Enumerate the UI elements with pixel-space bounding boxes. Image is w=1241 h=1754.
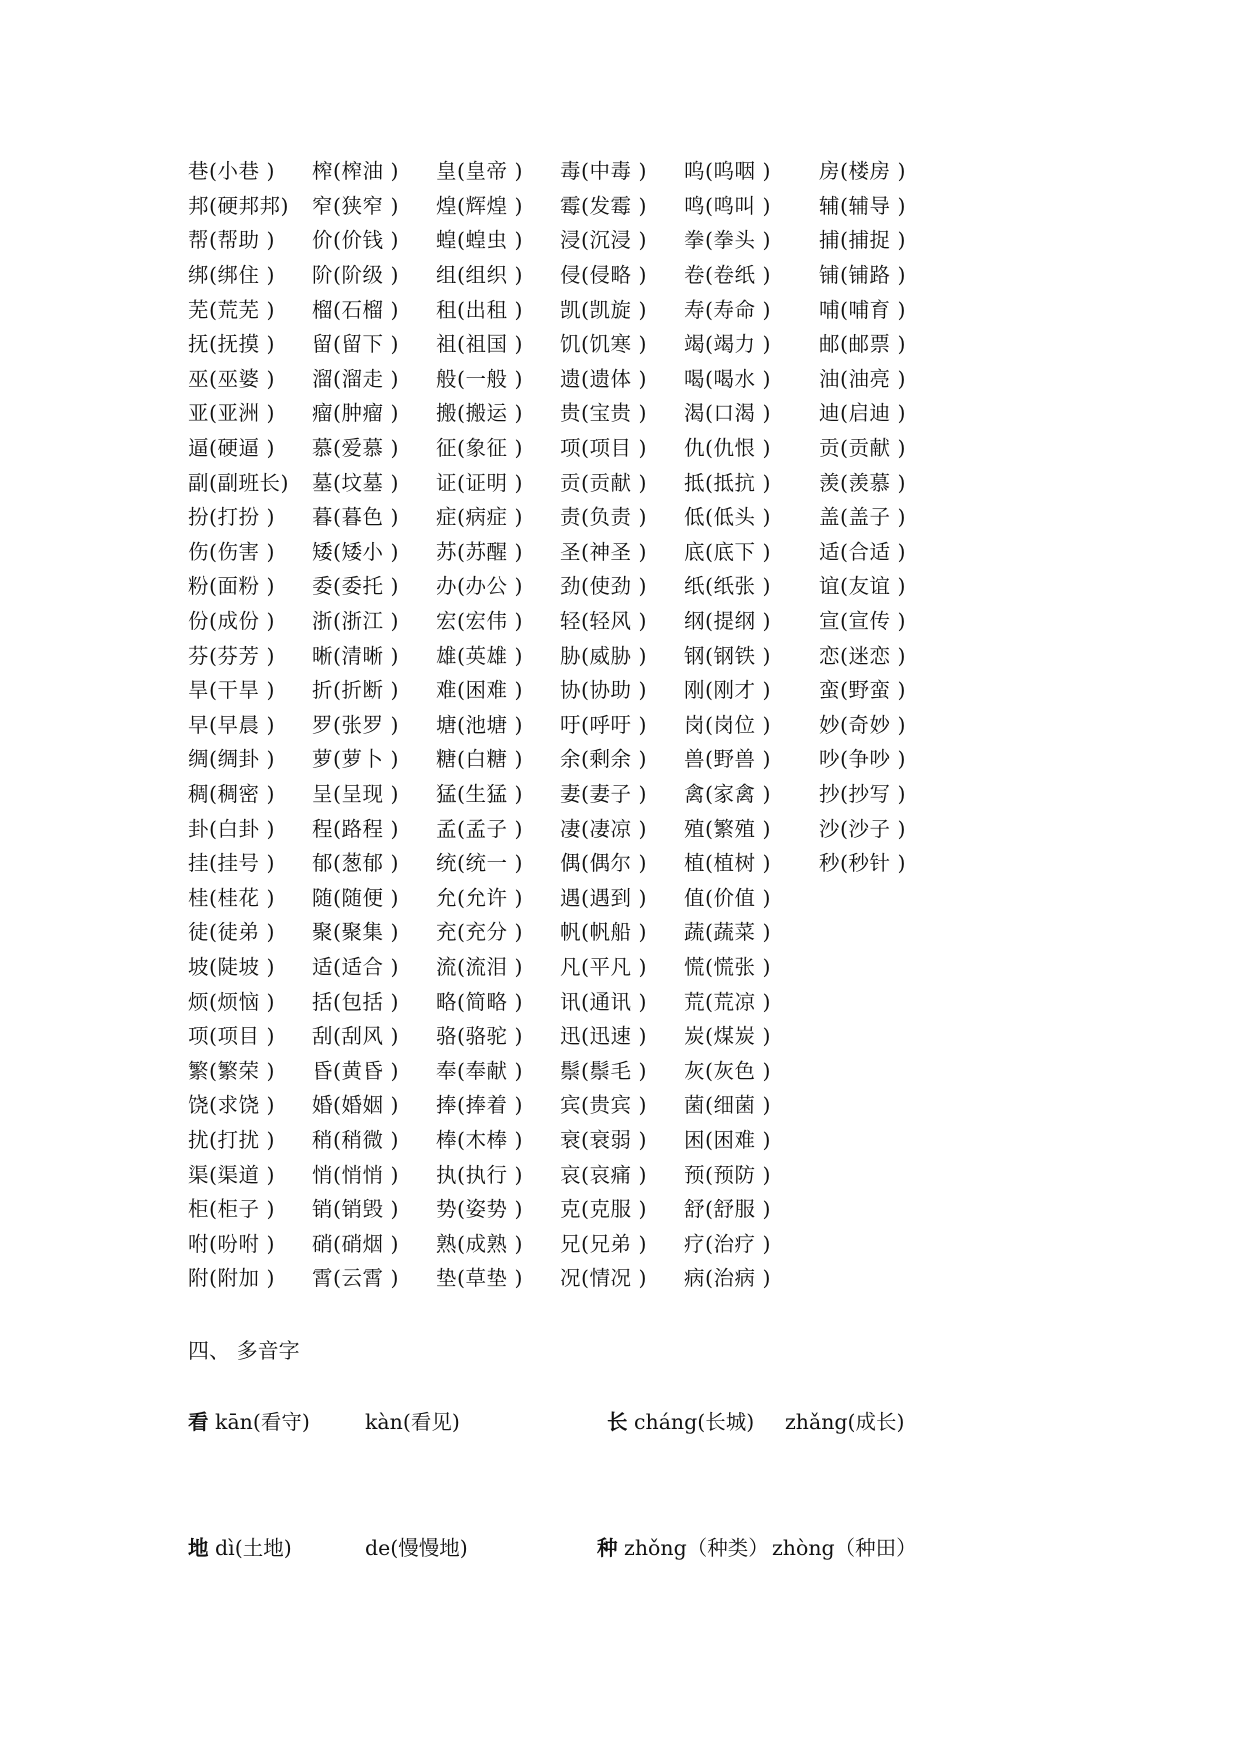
polyphone-char: 看 — [188, 1410, 209, 1434]
word-entry: 郁(葱郁 ) — [312, 851, 400, 876]
word-entry: 宾(贵宾 ) — [560, 1093, 648, 1118]
word-entry: 毒(中毒 ) — [560, 159, 648, 184]
word-row — [188, 740, 948, 775]
word-row — [188, 256, 948, 291]
word-entry: 轻(轻风 ) — [560, 609, 648, 634]
word-entry: 协(协助 ) — [560, 678, 648, 703]
word-entry: 折(折断 ) — [312, 678, 400, 703]
word-entry: 垫(草垫 ) — [436, 1266, 524, 1291]
word-entry: 哺(哺育 ) — [819, 297, 907, 322]
word-row — [188, 1017, 948, 1052]
word-entry: 喝(喝水 ) — [684, 366, 772, 391]
word-entry: 迪(启迪 ) — [819, 401, 907, 426]
word-entry: 值(价值 ) — [684, 885, 772, 910]
polyphone-kan-alt — [365, 1405, 460, 1435]
word-entry: 抚(抚摸 ) — [188, 332, 276, 357]
word-entry: 巷(小巷 ) — [188, 159, 276, 184]
word-entry: 羡(羡慕 ) — [819, 470, 907, 495]
polyphone-char: 地 — [188, 1536, 209, 1560]
word-entry: 孟(孟子 ) — [436, 816, 524, 841]
word-entry: 证(证明 ) — [436, 470, 524, 495]
word-entry: 宣(宣传 ) — [819, 609, 907, 634]
word-entry: 霄(云霄 ) — [312, 1266, 400, 1291]
word-entry: 瘤(肿瘤 ) — [312, 401, 400, 426]
word-entry: 绸(绸卦 ) — [188, 747, 276, 772]
word-entry: 劲(使劲 ) — [560, 574, 648, 599]
word-entry: 统(统一 ) — [436, 851, 524, 876]
word-entry: 贵(宝贵 ) — [560, 401, 648, 426]
word-entry: 阶(阶级 ) — [312, 263, 400, 288]
word-entry: 抵(抵抗 ) — [684, 470, 772, 495]
word-entry: 辅(辅导 ) — [819, 193, 907, 218]
word-entry: 执(执行 ) — [436, 1162, 524, 1187]
word-grid — [188, 152, 948, 1294]
word-entry: 兄(兄弟 ) — [560, 1231, 648, 1256]
word-entry: 慕(爱慕 ) — [312, 436, 400, 461]
word-entry: 余(剩余 ) — [560, 747, 648, 772]
word-entry: 罗(张罗 ) — [312, 712, 400, 737]
word-entry: 蝗(蝗虫 ) — [436, 228, 524, 253]
word-entry: 渠(渠道 ) — [188, 1162, 276, 1187]
polyphone-chang-alt — [785, 1405, 905, 1435]
word-entry: 蛮(野蛮 ) — [819, 678, 907, 703]
word-entry: 寿(寿命 ) — [684, 297, 772, 322]
word-entry: 炭(煤炭 ) — [684, 1024, 772, 1049]
word-entry: 租(出租 ) — [436, 297, 524, 322]
word-entry: 程(路程 ) — [312, 816, 400, 841]
word-entry: 柜(柜子 ) — [188, 1197, 276, 1222]
word-row — [188, 360, 948, 395]
word-entry: 雄(英雄 ) — [436, 643, 524, 668]
word-entry: 克(克服 ) — [560, 1197, 648, 1222]
word-entry: 征(象征 ) — [436, 436, 524, 461]
word-row — [188, 187, 948, 222]
word-row — [188, 394, 948, 429]
word-entry: 侵(侵略 ) — [560, 263, 648, 288]
word-entry: 讯(通讯 ) — [560, 989, 648, 1014]
word-entry: 圣(神圣 ) — [560, 539, 648, 564]
polyphone-zhong — [597, 1531, 769, 1561]
word-entry: 鸣(鸣叫 ) — [684, 193, 772, 218]
word-entry: 盖(盖子 ) — [819, 505, 907, 530]
word-entry: 禽(家禽 ) — [684, 781, 772, 806]
polyphone-reading: dì(土地) — [215, 1536, 292, 1560]
word-entry: 妙(奇妙 ) — [819, 712, 907, 737]
word-entry: 慌(慌张 ) — [684, 954, 772, 979]
word-entry: 铺(铺路 ) — [819, 263, 907, 288]
word-row — [188, 463, 948, 498]
word-row — [188, 1086, 948, 1121]
word-entry: 霉(发霉 ) — [560, 193, 648, 218]
word-entry: 恋(迷恋 ) — [819, 643, 907, 668]
word-row — [188, 809, 948, 844]
word-entry: 兽(野兽 ) — [684, 747, 772, 772]
word-entry: 熟(成熟 ) — [436, 1231, 524, 1256]
word-entry: 殖(繁殖 ) — [684, 816, 772, 841]
word-entry: 贡(贡献 ) — [819, 436, 907, 461]
word-entry: 委(委托 ) — [312, 574, 400, 599]
word-entry: 聚(聚集 ) — [312, 920, 400, 945]
word-entry: 猛(生猛 ) — [436, 781, 524, 806]
word-entry: 祖(祖国 ) — [436, 332, 524, 357]
word-row — [188, 429, 948, 464]
word-row — [188, 498, 948, 533]
word-entry: 皇(皇帝 ) — [436, 159, 524, 184]
word-row — [188, 567, 948, 602]
word-entry: 充(充分 ) — [436, 920, 524, 945]
word-entry: 饥(饥寒 ) — [560, 332, 648, 357]
word-row — [188, 1051, 948, 1086]
word-entry: 副(副班长) — [188, 470, 289, 495]
word-entry: 稍(稍微 ) — [312, 1127, 400, 1152]
polyphone-reading: zhǎng(成长) — [785, 1410, 905, 1434]
word-entry: 刮(刮风 ) — [312, 1024, 400, 1049]
word-entry: 亚(亚洲 ) — [188, 401, 276, 426]
word-entry: 浸(沉浸 ) — [560, 228, 648, 253]
word-row — [188, 706, 948, 741]
word-row — [188, 878, 948, 913]
word-entry: 沙(沙子 ) — [819, 816, 907, 841]
polyphone-kan — [188, 1405, 310, 1435]
word-row — [188, 913, 948, 948]
word-entry: 遇(遇到 ) — [560, 885, 648, 910]
word-entry: 组(组织 ) — [436, 263, 524, 288]
word-entry: 搬(搬运 ) — [436, 401, 524, 426]
word-entry: 遗(遗体 ) — [560, 366, 648, 391]
word-row — [188, 948, 948, 983]
word-entry: 渴(口渴 ) — [684, 401, 772, 426]
word-entry: 胁(威胁 ) — [560, 643, 648, 668]
word-entry: 纲(提纲 ) — [684, 609, 772, 634]
polyphone-chang — [607, 1405, 754, 1435]
word-entry: 适(合适 ) — [819, 539, 907, 564]
word-entry: 芜(荒芜 ) — [188, 297, 276, 322]
word-entry: 昏(黄昏 ) — [312, 1058, 400, 1083]
word-entry: 哀(哀痛 ) — [560, 1162, 648, 1187]
word-entry: 坡(陡坡 ) — [188, 954, 276, 979]
word-row — [188, 1259, 948, 1294]
word-entry: 烦(烦恼 ) — [188, 989, 276, 1014]
word-entry: 窄(狭窄 ) — [312, 193, 400, 218]
word-entry: 势(姿势 ) — [436, 1197, 524, 1222]
word-entry: 苏(苏醒 ) — [436, 539, 524, 564]
word-entry: 吵(争吵 ) — [819, 747, 907, 772]
word-entry: 邮(邮票 ) — [819, 332, 907, 357]
word-entry: 浙(浙江 ) — [312, 609, 400, 634]
word-entry: 捕(捕捉 ) — [819, 228, 907, 253]
word-entry: 允(允许 ) — [436, 885, 524, 910]
word-entry: 括(包括 ) — [312, 989, 400, 1014]
word-row — [188, 221, 948, 256]
word-entry: 仇(仇恨 ) — [684, 436, 772, 461]
word-entry: 煌(辉煌 ) — [436, 193, 524, 218]
word-entry: 墓(坟墓 ) — [312, 470, 400, 495]
word-entry: 迅(迅速 ) — [560, 1024, 648, 1049]
word-entry: 症(病症 ) — [436, 505, 524, 530]
word-entry: 附(附加 ) — [188, 1266, 276, 1291]
word-entry: 暮(暮色 ) — [312, 505, 400, 530]
word-entry: 扮(打扮 ) — [188, 505, 276, 530]
polyphone-reading: cháng(长城) — [634, 1410, 755, 1434]
word-entry: 巫(巫婆 ) — [188, 366, 276, 391]
word-entry: 岗(岗位 ) — [684, 712, 772, 737]
word-row — [188, 775, 948, 810]
word-entry: 芬(芬芳 ) — [188, 643, 276, 668]
word-entry: 竭(竭力 ) — [684, 332, 772, 357]
word-entry: 项(项目 ) — [188, 1024, 276, 1049]
polyphone-reading: zhòng（种田） — [772, 1536, 917, 1560]
word-entry: 萝(萝卜 ) — [312, 747, 400, 772]
word-entry: 饶(求饶 ) — [188, 1093, 276, 1118]
polyphone-di — [188, 1531, 292, 1561]
word-entry: 拳(拳头 ) — [684, 228, 772, 253]
word-entry: 价(价钱 ) — [312, 228, 400, 253]
word-entry: 绑(绑住 ) — [188, 263, 276, 288]
word-entry: 鬃(鬃毛 ) — [560, 1058, 648, 1083]
word-entry: 灰(灰色 ) — [684, 1058, 772, 1083]
word-entry: 卦(白卦 ) — [188, 816, 276, 841]
word-entry: 塘(池塘 ) — [436, 712, 524, 737]
word-entry: 糖(白糖 ) — [436, 747, 524, 772]
word-entry: 帮(帮助 ) — [188, 228, 276, 253]
word-entry: 溜(溜走 ) — [312, 366, 400, 391]
word-entry: 挂(挂号 ) — [188, 851, 276, 876]
word-entry: 扰(打扰 ) — [188, 1127, 276, 1152]
word-entry: 呜(呜咽 ) — [684, 159, 772, 184]
word-entry: 奉(奉献 ) — [436, 1058, 524, 1083]
word-entry: 贡(贡献 ) — [560, 470, 648, 495]
word-entry: 卷(卷纸 ) — [684, 263, 772, 288]
word-entry: 钢(钢铁 ) — [684, 643, 772, 668]
word-row — [188, 636, 948, 671]
word-entry: 衰(衰弱 ) — [560, 1127, 648, 1152]
word-entry: 宏(宏伟 ) — [436, 609, 524, 634]
polyphone-reading: zhǒng（种类） — [624, 1536, 769, 1560]
word-entry: 房(楼房 ) — [819, 159, 907, 184]
word-row — [188, 290, 948, 325]
word-entry: 硝(硝烟 ) — [312, 1231, 400, 1256]
word-entry: 榨(榨油 ) — [312, 159, 400, 184]
word-entry: 低(低头 ) — [684, 505, 772, 530]
word-entry: 帆(帆船 ) — [560, 920, 648, 945]
word-row — [188, 325, 948, 360]
polyphone-char: 种 — [597, 1536, 618, 1560]
word-entry: 吁(呼吁 ) — [560, 712, 648, 737]
word-entry: 呈(呈现 ) — [312, 781, 400, 806]
word-row — [188, 844, 948, 879]
word-row — [188, 1155, 948, 1190]
word-entry: 婚(婚姻 ) — [312, 1093, 400, 1118]
word-entry: 销(销毁 ) — [312, 1197, 400, 1222]
word-entry: 般(一般 ) — [436, 366, 524, 391]
word-entry: 责(负责 ) — [560, 505, 648, 530]
word-entry: 底(底下 ) — [684, 539, 772, 564]
word-entry: 偶(偶尔 ) — [560, 851, 648, 876]
word-entry: 早(早晨 ) — [188, 712, 276, 737]
word-entry: 况(情况 ) — [560, 1266, 648, 1291]
word-row — [188, 602, 948, 637]
word-row — [188, 982, 948, 1017]
word-entry: 秒(秒针 ) — [819, 851, 907, 876]
word-entry: 凯(凯旋 ) — [560, 297, 648, 322]
word-entry: 蔬(蔬菜 ) — [684, 920, 772, 945]
word-entry: 凡(平凡 ) — [560, 954, 648, 979]
word-entry: 桂(桂花 ) — [188, 885, 276, 910]
word-entry: 适(适合 ) — [312, 954, 400, 979]
word-row — [188, 671, 948, 706]
word-entry: 凄(凄凉 ) — [560, 816, 648, 841]
word-entry: 留(留下 ) — [312, 332, 400, 357]
word-entry: 办(办公 ) — [436, 574, 524, 599]
word-entry: 矮(矮小 ) — [312, 539, 400, 564]
word-entry: 预(预防 ) — [684, 1162, 772, 1187]
word-entry: 徒(徒弟 ) — [188, 920, 276, 945]
word-entry: 病(治病 ) — [684, 1266, 772, 1291]
word-entry: 纸(纸张 ) — [684, 574, 772, 599]
polyphone-di-alt — [365, 1531, 468, 1561]
word-entry: 油(油亮 ) — [819, 366, 907, 391]
word-row — [188, 1190, 948, 1225]
word-entry: 咐(吩咐 ) — [188, 1231, 276, 1256]
word-entry: 稠(稠密 ) — [188, 781, 276, 806]
polyphone-reading: kān(看守) — [215, 1410, 310, 1434]
word-entry: 刚(刚才 ) — [684, 678, 772, 703]
word-entry: 逼(硬逼 ) — [188, 436, 276, 461]
word-entry: 份(成份 ) — [188, 609, 276, 634]
word-entry: 疗(治疗 ) — [684, 1231, 772, 1256]
polyphone-reading: de(慢慢地) — [365, 1536, 468, 1560]
word-entry: 谊(友谊 ) — [819, 574, 907, 599]
word-entry: 困(困难 ) — [684, 1127, 772, 1152]
word-entry: 随(随便 ) — [312, 885, 400, 910]
word-entry: 晰(清晰 ) — [312, 643, 400, 668]
word-entry: 流(流泪 ) — [436, 954, 524, 979]
word-entry: 旱(干旱 ) — [188, 678, 276, 703]
word-entry: 荒(荒凉 ) — [684, 989, 772, 1014]
word-row — [188, 1224, 948, 1259]
word-entry: 捧(捧着 ) — [436, 1093, 524, 1118]
word-entry: 略(简略 ) — [436, 989, 524, 1014]
word-entry: 邦(硬邦邦) — [188, 193, 289, 218]
word-entry: 项(项目 ) — [560, 436, 648, 461]
word-row — [188, 152, 948, 187]
polyphone-reading: kàn(看见) — [365, 1410, 460, 1434]
word-row — [188, 1121, 948, 1156]
word-entry: 悄(悄悄 ) — [312, 1162, 400, 1187]
word-entry: 棒(木棒 ) — [436, 1127, 524, 1152]
section-heading: 四、 多音字 — [188, 1339, 300, 1363]
word-entry: 难(困难 ) — [436, 678, 524, 703]
word-entry: 榴(石榴 ) — [312, 297, 400, 322]
word-row — [188, 533, 948, 568]
word-entry: 繁(繁荣 ) — [188, 1058, 276, 1083]
word-entry: 伤(伤害 ) — [188, 539, 276, 564]
word-entry: 菌(细菌 ) — [684, 1093, 772, 1118]
word-entry: 舒(舒服 ) — [684, 1197, 772, 1222]
polyphone-zhong-alt — [772, 1531, 917, 1561]
word-entry: 妻(妻子 ) — [560, 781, 648, 806]
word-entry: 抄(抄写 ) — [819, 781, 907, 806]
word-entry: 植(植树 ) — [684, 851, 772, 876]
word-entry: 骆(骆驼 ) — [436, 1024, 524, 1049]
polyphone-char: 长 — [607, 1410, 628, 1434]
word-entry: 粉(面粉 ) — [188, 574, 276, 599]
